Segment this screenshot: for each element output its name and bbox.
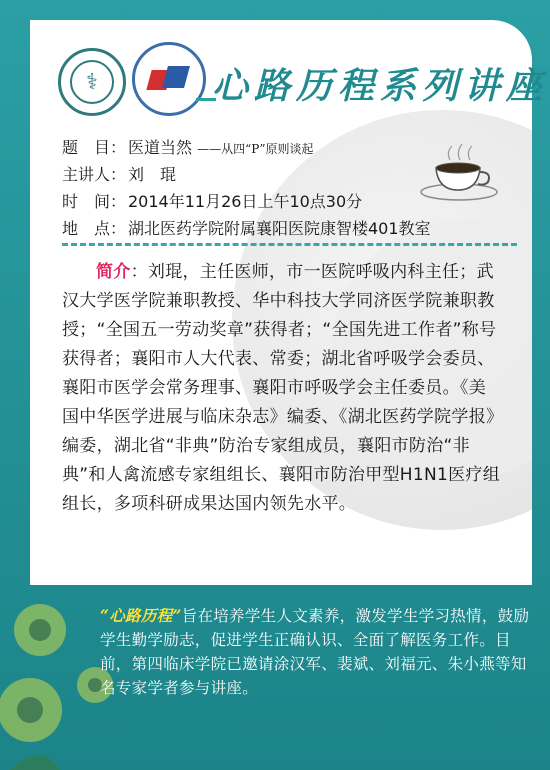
people-hospital-logo-icon [132,42,206,116]
series-highlight: “心路历程” [100,606,182,625]
speaker-value: 刘 琨 [128,165,177,184]
hospital-emblem-icon: ⚕ [58,48,126,116]
time-label: 时 间： [62,192,127,211]
topic-value: 医道当然 [128,138,193,157]
topic-row [62,135,313,158]
time-value: 2014年11月26日上午10点30分 [128,192,363,211]
series-text: 旨在培养学生人文素养，激发学生学习热情，鼓励学生勤学励志，促进学生正确认识、全面了解医务工作。目前，第四临床学院已邀请涂汉军、裴斌、刘福元、朱小燕等知名专家学者参与讲座。 [100,607,530,697]
speaker-label: 主讲人： [62,165,127,184]
topic-label: 题 目： [62,138,127,157]
speaker-row [62,162,176,185]
speaker-introduction [62,258,502,519]
intro-label: 简介 [96,262,131,282]
topic-subtitle: ——从四“P”原则谈起 [197,142,314,156]
time-row [62,189,362,212]
intro-text: ：刘琨，主任医师，市一医院呼吸内科主任；武汉大学医学院兼职教授、华中科技大学同济医学院兼职教授；“全国五一劳动奖章”获得者；“全国先进工作者”称号获得者；襄阳市人大代表、常委；湖北省呼吸学会委员、襄阳市医学会常务理事、襄阳市呼吸学会主任委员。《美国中华医学进展与临床杂志》编委、《湖北医药学院学报》编委，湖北省“非典”防治专家组成员，襄阳市防治“非典”和人禽流感专家组组长、襄阳市防治甲型H1N1医疗组组长，多项科研成果达国内领先水平。 [62,262,501,514]
page-title: 心路历程系列讲座 [212,65,549,107]
section-divider [62,243,517,246]
place-value: 湖北医药学院附属襄阳医院康智楼401教室 [128,219,431,238]
place-row [62,216,431,239]
coffee-cup-icon [418,140,500,202]
place-label: 地 点： [62,219,127,238]
series-description [100,604,530,700]
